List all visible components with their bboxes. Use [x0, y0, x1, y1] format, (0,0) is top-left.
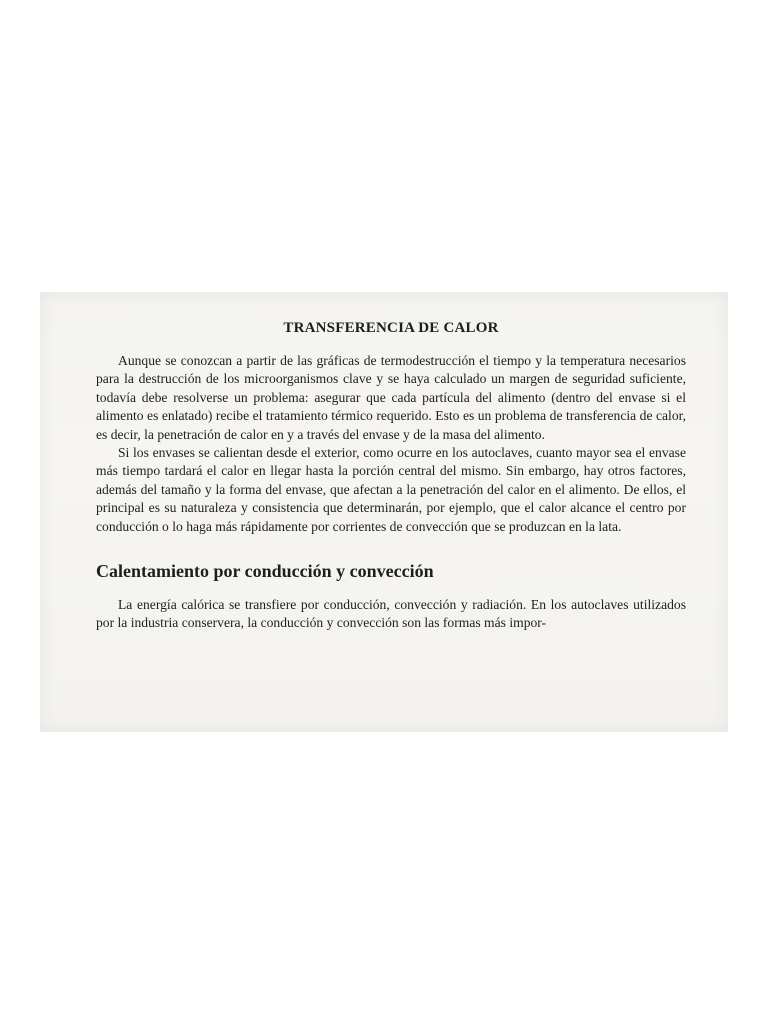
paragraph-1: Aunque se conozcan a partir de las gráficas de termodestrucción el tiempo y la temperatura necesarios para la destrucción de los microorganismos clave y se haya calculado un margen de seguridad suficiente, todavía debe resolverse un problema: asegurar que cada partícula del alimento (dentro del envase si el alimento es enlatado) recibe el tratamiento térmico requerido. Esto es un problema de transferencia de calor, es decir, la penetración de calor en y a través del envase y de la masa del alimento. [96, 353, 686, 442]
paragraph-3: La energía calórica se transfiere por conducción, convección y radiación. En los autoclaves utilizados por la industria conservera, la conducción y convección son las formas más impor- [96, 597, 686, 631]
document-body [96, 318, 686, 633]
section-title: TRANSFERENCIA DE CALOR [283, 320, 499, 336]
subsection-title: Calentamiento por conducción y convección [96, 561, 434, 582]
paragraph-2: Si los envases se calientan desde el exterior, como ocurre en los autoclaves, cuanto mayor sea el envase más tiempo tardará el calor en llegar hasta la porción central del mismo. Sin embargo, hay otros factores, además del tamaño y la forma del envase, que afectan a la penetración del calor en el alimento. De ellos, el principal es su naturaleza y consistencia que determinarán, por ejemplo, que el calor alcance el centro por conducción o lo haga más rápidamente por corrientes de convección que se produzcan en la lata. [96, 445, 686, 534]
